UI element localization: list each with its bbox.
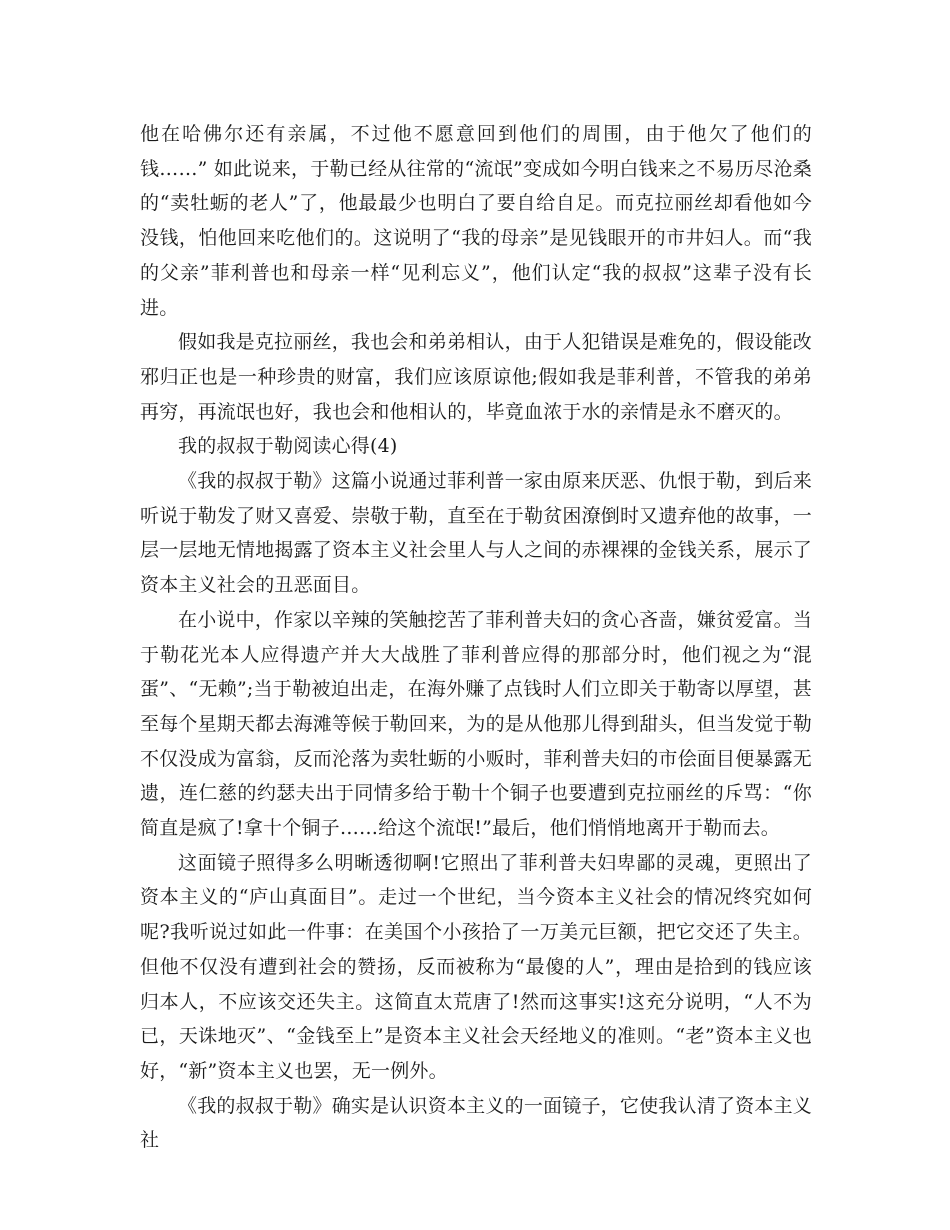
paragraph-2: 假如我是克拉丽丝，我也会和弟弟相认，由于人犯错误是难免的，假设能改邪归正也是一种珍贵的财富，我们应该原谅他;假如我是菲利普，不管我的弟弟再穷，再流氓也好，我也会和他相认的，毕竟血浓于水的亲情是永不磨灭的。	[140, 331, 812, 423]
section-heading: 我的叔叔于勒阅读心得(4)	[178, 435, 398, 458]
paragraph-3: 《我的叔叔于勒》这篇小说通过菲利普一家由原来厌恶、仇恨于勒，到后来听说于勒发了财又喜爱、崇敬于勒，直至在于勒贫困潦倒时又遗弃他的故事，一层一层地无情地揭露了资本主义社会里人与人之间的赤裸裸的金钱关系，展示了资本主义社会的丑恶面目。	[140, 470, 813, 597]
paragraph-5: 这面镜子照得多么明晰透彻啊!它照出了菲利普夫妇卑鄙的灵魂，更照出了资本主义的“庐山真面目”。走过一个世纪，当今资本主义社会的情况终究如何呢?我听说过如此一件事：在美国个小孩拾了一万美元巨额，把它交还了失主。但他不仅没有遭到社会的赞扬，反而被称为“最傻的人”，理由是拾到的钱应该归本人，不应该交还失主。这简直太荒唐了!然而这事实!这充分说明，“人不为已，天诛地灭”、“金钱至上”是资本主义社会天经地义的准则。“老”资本主义也好，“新”资本主义也罢，无一例外。	[140, 851, 812, 1082]
paragraph-1: 他在哈佛尔还有亲属，不过他不愿意回到他们的周围，由于他欠了他们的钱……” 如此说来，于勒已经从往常的“流氓”变成如今明白钱来之不易历尽沧桑的“卖牡蛎的老人”了，他最最少也明白了要自给自足。而克拉丽丝却看他如今没钱，怕他回来吃他们的。这说明了“我的母亲”是见钱眼开的市井妇人。而“我的父亲”菲利普也和母亲一样“见利忘义”，他们认定“我的叔叔”这辈子没有长进。	[140, 123, 812, 319]
paragraph-4: 在小说中，作家以辛辣的笑触挖苦了菲利普夫妇的贪心吝啬，嫌贫爱富。当于勒花光本人应得遗产并大大战胜了菲利普应得的那部分时，他们视之为“混蛋”、“无赖”;当于勒被迫出走，在海外赚了点钱时人们立即关于勒寄以厚望，甚至每个星期天都去海滩等候于勒回来，为的是从他那儿得到甜头，但当发觉于勒不仅没成为富翁，反而沦落为卖牡蛎的小贩时，菲利普夫妇的市侩面目便暴露无遗，连仁慈的约瑟夫出于同情多给于勒十个铜子也要遭到克拉丽丝的斥骂：“你简直是疯了!拿十个铜子……给这个流氓!”最后，他们悄悄地离开于勒而去。	[140, 608, 813, 840]
document-body	[140, 117, 812, 1158]
paragraph-6: 《我的叔叔于勒》确实是认识资本主义的一面镜子，它使我认清了资本主义社	[140, 1094, 812, 1152]
